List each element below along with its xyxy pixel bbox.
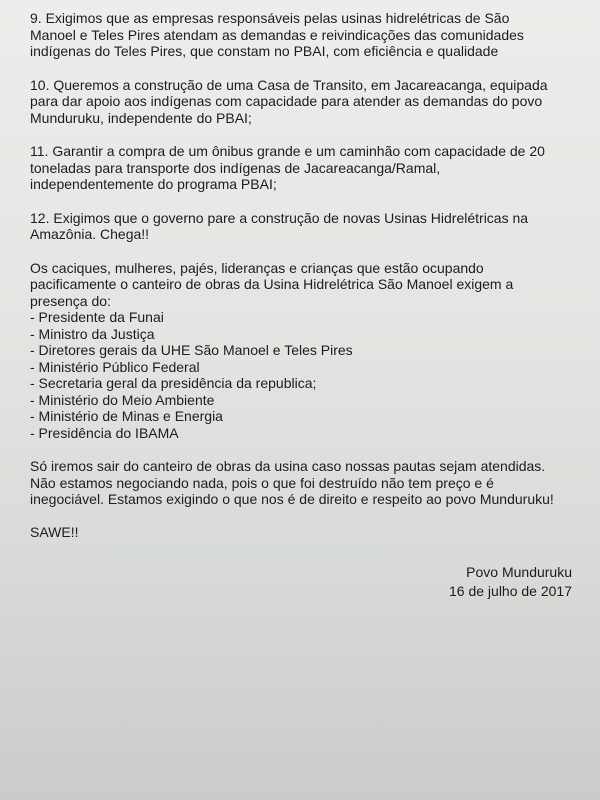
text-line: independentemente do programa PBAI; (30, 176, 277, 192)
text-line: indígenas do Teles Pires, que constam no PBAI, com eficiência e qualidade (30, 43, 499, 59)
text-line: para dar apoio aos indígenas com capacidade para atender as demandas do povo (30, 93, 543, 109)
text-line: pacificamente o canteiro de obras da Usina Hidrelétrica São Manoel exigem a (30, 276, 514, 292)
signature-name: Povo Munduruku (466, 564, 572, 580)
text-line: Amazônia. Chega!! (30, 226, 150, 242)
text-line: 9. Exigimos que as empresas responsáveis pelas usinas hidrelétricas de São (30, 10, 510, 26)
text-line: 10. Queremos a construção de uma Casa de Transito, em Jacareacanga, equipada (30, 76, 548, 93)
item-12-paragraph (30, 210, 575, 243)
list-item: - Ministério do Meio Ambiente (30, 391, 215, 408)
list-item: - Presidência do IBAMA (30, 424, 179, 441)
text-line: 12. Exigimos que o governo pare a construção de novas Usinas Hidrelétricas na (30, 209, 529, 226)
text-line: presença do: (30, 292, 111, 309)
list-item: - Secretaria geral da presidência da republica; (30, 375, 317, 391)
list-item: - Ministério Público Federal (30, 358, 200, 375)
list-item: - Ministro da Justiça (30, 325, 155, 342)
intro-paragraph (30, 260, 575, 310)
text-line: 11. Garantir a compra de um ônibus grande e um caminhão com capacidade de 20 (30, 143, 545, 159)
text-line: inegociável. Estamos exigindo o que nos é de direito e respeito ao povo Munduruku! (30, 491, 554, 507)
text-line: Só iremos sair do canteiro de obras da usina caso nossas pautas sejam atendidas. (30, 458, 546, 474)
signature-date: 16 de julho de 2017 (449, 583, 572, 599)
text-line: Os caciques, mulheres, pajés, lideranças e crianças que estão ocupando (30, 259, 484, 276)
closing-exclamation: SAWE!! (30, 524, 79, 540)
text-line: toneladas para transporte dos indígenas de Jacareacanga/Ramal, (30, 159, 441, 176)
letter-body (30, 10, 575, 525)
item-10-paragraph (30, 77, 575, 127)
text-line: Não estamos negociando nada, pois o que foi destruído não tem preço e é (30, 474, 494, 491)
item-9-paragraph (30, 10, 575, 60)
list-item: - Diretores gerais da UHE São Manoel e Teles Pires (30, 342, 353, 358)
signature-block (449, 563, 572, 601)
text-line: Manoel e Teles Pires atendam as demandas e reivindicações das comunidades (30, 26, 524, 43)
statement-paragraph (30, 458, 575, 508)
list-item: - Ministério de Minas e Energia (30, 408, 223, 424)
presence-list (30, 309, 575, 441)
text-line: Munduruku, independente do PBAI; (30, 109, 252, 126)
item-11-paragraph (30, 143, 575, 193)
list-item: - Presidente da Funai (30, 309, 164, 325)
